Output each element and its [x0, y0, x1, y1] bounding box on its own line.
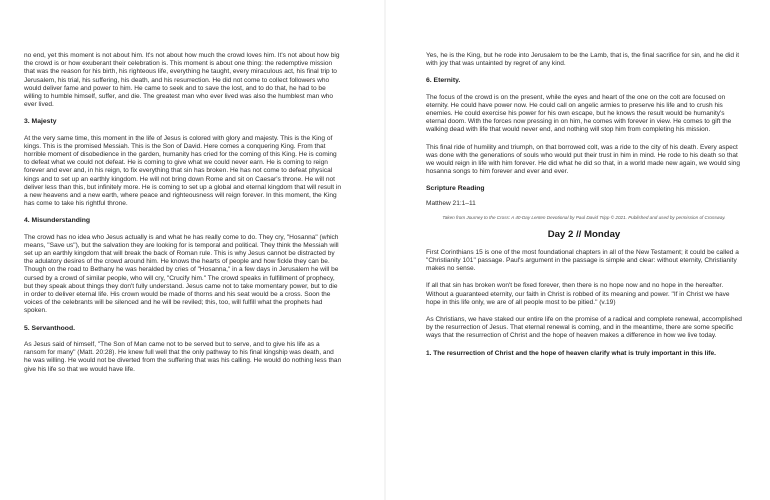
day-paragraph-2: If all that sin has broken won't be fixed forever, then there is no hope now and no hope in the hereafter. Without a guaranteed eternity, our faith in Christ is robbed of its meaning and power. "If in Christ we have hope in this life only, we are of all people most to be pitied." (v.19) — [426, 282, 730, 306]
section-5-heading: 5. Servanthood. — [24, 324, 75, 332]
section-3-heading: 3. Majesty — [24, 118, 57, 126]
section-6-body-1: The focus of the crowd is on the present, while the eyes and heart of the one on the colt are focused on eternity. He could have power now. He could call on angelic armies to preserve his life and to crush his enemies. He could exercise his power for his own escape, but he knows the result would be humanity's eternal doom. With the forces now pressing in on him, he comes with forever in view. He comes to gift the walking dead with life that would never end, and nothing will stop him from completing his mission. — [426, 93, 732, 134]
scripture-reading-heading: Scripture Reading — [426, 185, 485, 193]
left-intro-paragraph: no end, yet this moment is not about him. It's not about how much the crowd loves him. It's not about how big the crowd is or how exuberant their celebration is. This moment is about one thing: the redemptive mission that was the reason for his birth, his righteous life, everything he taught, every miraculous act, his final trip to Jerusalem, his trial, his suffering, his death, and his resurrection. He did not come to collect followers who would deliver fame and power to him. He came to seek and to save the lost, and to do that, he had to be willing to humble himself, suffer, and die. The greatest man who ever lived was also the humblest man who ever lived. — [24, 52, 340, 109]
left-page — [0, 0, 384, 500]
section-4-heading: 4. Misunderstanding — [24, 217, 91, 225]
day-paragraph-3: As Christians, we have staked our entire life on the promise of a radical and complete renewal, accomplished by the resurrection of Jesus. That eternal renewal is coming, and in the meantime, there are some specific ways that the resurrection of Christ and the hope of heaven makes a difference in how we live today. — [426, 316, 742, 340]
section-5-body: As Jesus said of himself, "The Son of Man came not to be served but to serve, and to give his life as a ransom for many" (Matt. 20:28). He knew full well that the only pathway to his final kingship was death, and he was willing. He would not be diverted from the suffering that was his calling. He would do nothing less than give his life so that we would have life. — [24, 340, 342, 373]
day-paragraph-1: First Corinthians 15 is one of the most foundational chapters in all of the New Testament; it could be called a "Christianity 101" passage. Paul's argument in the passage is simple and clear: without eternity, Christianity makes no sense. — [426, 248, 739, 273]
right-page-text-column — [426, 52, 742, 367]
day-title: Day 2 // Monday — [547, 228, 621, 240]
section-6-body-2: This final ride of humility and triumph, on that borrowed colt, was a ride to the city of his death. Every aspect was done with the generations of souls who would put their trust in him in mind. He rode to his death so that we would reign in life with him forever. He did what he did so that, in a world made new again, we would sing hosanna songs to him forever and ever and ever. — [426, 143, 741, 176]
right-intro-paragraph: Yes, he is the King, but he rode into Jerusalem to be the Lamb, that is, the final sacrifice for sin, and he did it with joy that was untainted by regret of any kind. — [426, 52, 740, 68]
point-1: 1. The resurrection of Christ and the hope of heaven clarify what is truly important in this life. — [426, 349, 716, 357]
section-6-heading: 6. Eternity. — [426, 77, 461, 85]
copyright-credit: Taken from Journey to the Cross: A 40-Day Lenten Devotional by Paul David Tripp © 2021. Published and used by permission of Crossway. — [442, 214, 726, 220]
right-page — [386, 0, 770, 500]
scripture-reference: Matthew 21:1–11 — [426, 199, 476, 207]
left-page-text-column — [24, 52, 342, 383]
section-3-body: At the very same time, this moment in the life of Jesus is colored with glory and majesty. This is the King of kings. This is the promised Messiah. This is the Son of David. Here comes a conquering King. From that horrible moment of disobedience in the garden, humanity has cried for the coming of this King. He is coming to defeat what we could not defeat. He is coming to give what we could never earn. He is coming to reign forever and ever and, in his reign, to fix everything that sin has broken. He has not come to defeat physical kings and to set up an earthly kingdom. He will not bring down Rome and sit on Caesar's throne. He will not deliver less than this, but infinitely more. He is coming to set up a global and eternal kingdom that will result in a new heavens and a new earth, where peace and righteousness will reign forever. In this moment, the King has come to take his rightful throne. — [24, 134, 341, 208]
section-4-body: The crowd has no idea who Jesus actually is and what he has really come to do. They cry, "Hosanna" (which means, "Save us"), but the salvation they are looking for is temporal and political. They think the Messiah will set up an earthly kingdom that will break the back of Roman rule. This is why Jesus cannot be distracted by the adulatory desires of the crowd around him. He knows the hearts of people and how fickle they can be. Though on the road to Bethany he was heralded by cries of "Hosanna," in a few days in Jerusalem he will be cursed by a crowd of similar people, who will cry, "Crucify him." The crowd speaks in fulfillment of prophecy, but they speak about things they don't fully understand. Jesus came not to take momentary power, but to die in order to deliver eternal life. His crown would be made of thorns and his seat would be a cross. Soon the voices of the celebrants will be silenced and he will be reviled; this, too, will fulfill what the prophets had spoken. — [24, 233, 339, 315]
